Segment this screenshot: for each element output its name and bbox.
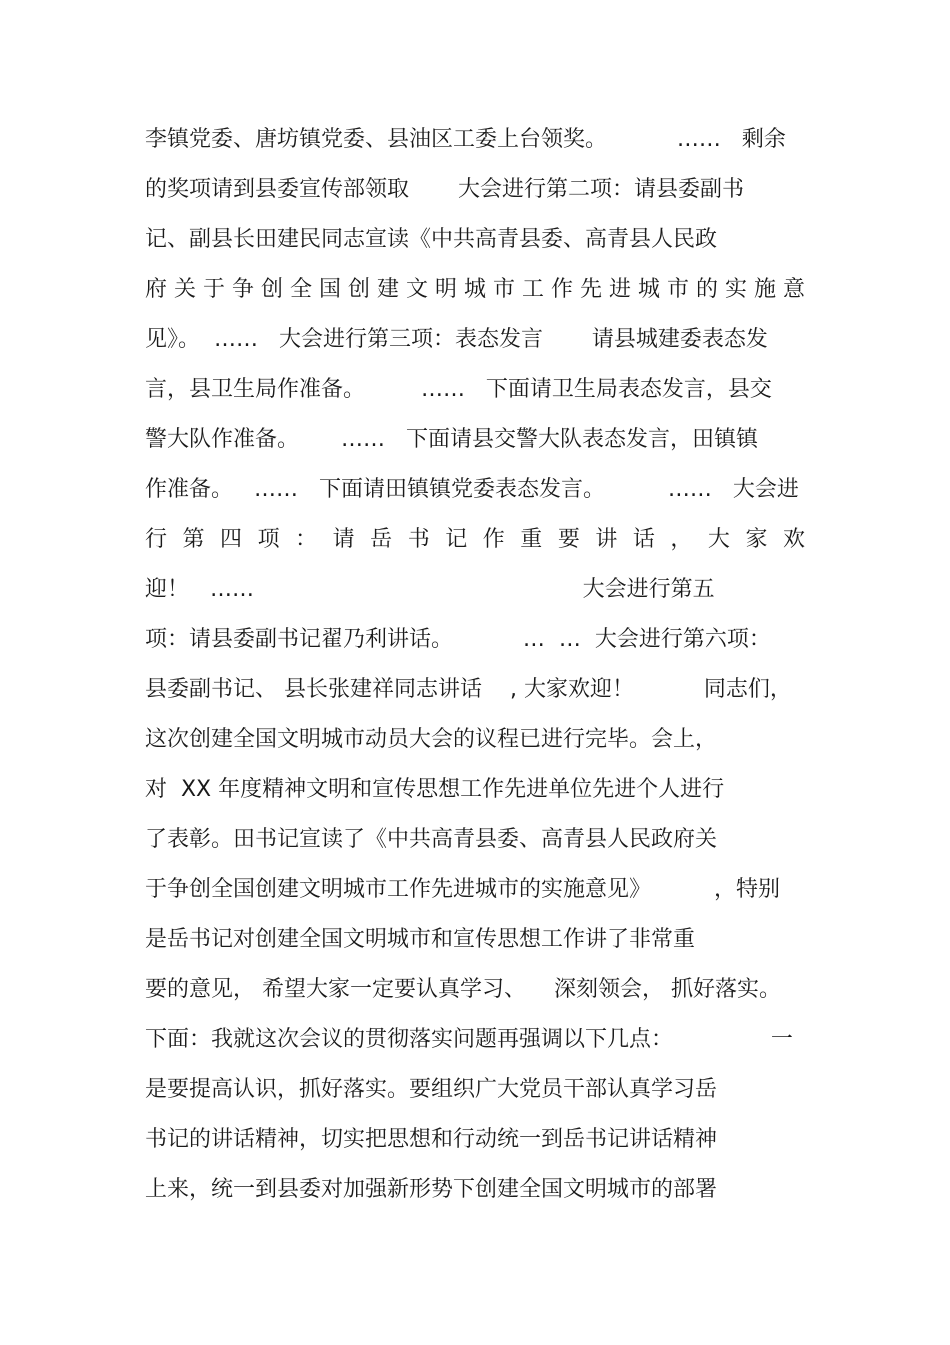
text-line: 府关于争创全国创建文明城市工作先进城市的实施意 [145, 277, 805, 302]
text-line: 要的意见， 希望大家一定要认真学习、 深刻领会， 抓好落实。 [145, 977, 781, 1002]
text-line: 了表彰。田书记宣读了《中共高青县委、高青县人民政府关 [145, 827, 718, 852]
text-line: 言，县卫生局作准备。 …… 下面请卫生局表态发言，县交 [145, 377, 772, 402]
text-line: 记、副县长田建民同志宣读《中共高青县委、高青县人民政 [145, 227, 718, 252]
body-text [145, 118, 805, 1218]
text-line: 项：请县委副书记翟乃利讲话。 … … 大会进行第六项： [145, 627, 771, 652]
text-line: 是要提高认识，抓好落实。要组织广大党员干部认真学习岳 [145, 1077, 718, 1102]
text-line: 迎！ …… 大会进行第五 [145, 577, 715, 602]
text-line: 行第四项：请岳书记作重要讲话，大家欢 [145, 527, 805, 552]
text-line: 是岳书记对创建全国文明城市和宣传思想工作讲了非常重 [145, 927, 696, 952]
text-line: 作准备。 …… 下面请田镇镇党委表态发言。 …… 大会进 [145, 477, 799, 502]
text-line: 于争创全国创建文明城市工作先进城市的实施意见》 ，特别 [145, 877, 780, 902]
text-line: 这次创建全国文明城市动员大会的议程已进行完毕。会上， [145, 727, 718, 752]
text-line: 对 XX 年度精神文明和宣传思想工作先进单位先进个人进行 [145, 777, 725, 802]
text-line: 警大队作准备。 …… 下面请县交警大队表态发言，田镇镇 [145, 427, 758, 452]
text-line: 李镇党委、唐坊镇党委、县油区工委上台领奖。 …… 剩余 [145, 127, 786, 152]
text-line: 下面：我就这次会议的贯彻落实问题再强调以下几点： 一 [145, 1027, 793, 1052]
text-line: 见》。 …… 大会进行第三项：表态发言 请县城建委表态发 [145, 327, 768, 352]
text-line: 的奖项请到县委宣传部领取 大会进行第二项：请县委副书 [145, 177, 744, 202]
text-line: 上来，统一到县委对加强新形势下创建全国文明城市的部署 [145, 1177, 718, 1202]
text-line: 县委副书记、 县长张建祥同志讲话 , 大家欢迎！ 同志们， [145, 677, 792, 702]
text-line: 书记的讲话精神，切实把思想和行动统一到岳书记讲话精神 [145, 1127, 718, 1152]
